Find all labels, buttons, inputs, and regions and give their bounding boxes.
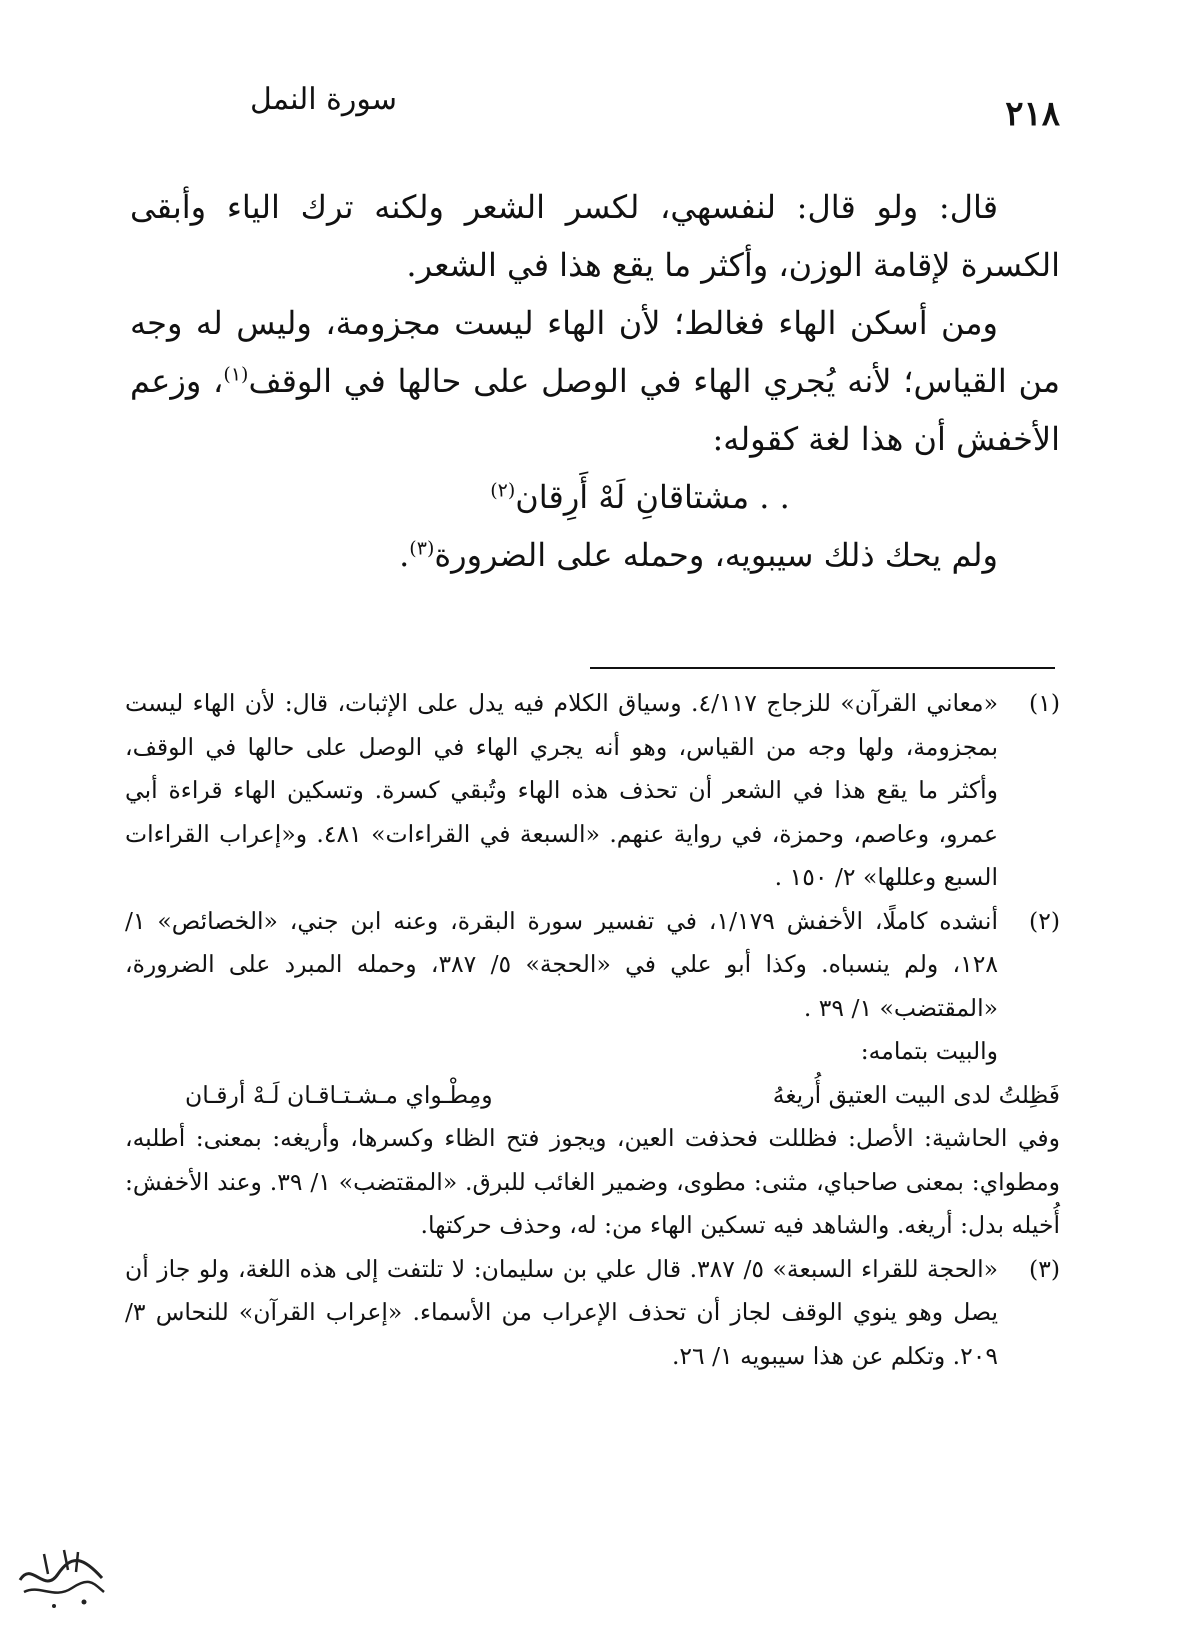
page-header [120, 82, 1060, 142]
footnote-1-text: «معاني القرآن» للزجاج ٤/١١٧. وسياق الكلام فيه يدل على الإثبات، قال: لأن الهاء ليست بمجزومة، ولها وجه من القياس، وهو أنه يجري الهاء في الوصل على حالها في الوقف، وأكثر ما يقع هذا في الشعر أن تحذف هذه الهاء وتُبقي كسرة. وتسكين الهاء قراءة أبي عمرو، وعاصم، وحمزة، في رواية عنهم. «السبعة في القراءات» ٤٨١. و«إعراب القراءات السبع وعللها» ٢/ ١٥٠ . [125, 689, 998, 891]
poem-second-hemistich: ومِطْـواي مـشـتـاقـان لَـهْ أرقـان [185, 1080, 493, 1109]
footnote-3-text: «الحجة للقراء السبعة» ٥/ ٣٨٧. قال علي بن سليمان: لا تلتفت إلى هذه اللغة، ولو جاز أن يصل وهو ينوي الوقف لجاز أن تحذف الإعراب من الأسماء. «إعراب القرآن» للنحاس ٣/ ٢٠٩. وتكلم عن هذا سيبويه ١/ ٢٦. [125, 1254, 998, 1370]
closing-text: ولم يحك ذلك سيبويه، وحمله على الضرورة [434, 536, 998, 574]
footnote-1-number: (١) [1029, 689, 1060, 717]
paragraph-2-part-b: ، وزعم الأخفش أن هذا لغة كقوله: [130, 362, 1060, 458]
paragraph-2-part-a: ومن أسكن الهاء فغالط؛ لأن الهاء ليست مجزومة، وليس له وجه من القياس؛ لأنه يُجري الهاء في الوصل على حالها في الوقف [130, 304, 1061, 400]
footnote-ref-3[interactable]: (٣) [409, 537, 435, 560]
closing-period: . [399, 536, 410, 574]
poetry-quote [130, 468, 1060, 526]
footnote-3-number: (٣) [1029, 1254, 1060, 1283]
footnote-2-number: (٢) [1029, 906, 1060, 935]
footnote-3 [125, 1248, 1060, 1379]
poem-first-hemistich: فَظِلتُ لدى البيت العتيق أُريغهُ [772, 1080, 1060, 1109]
surah-title: سورة النمل [250, 82, 397, 117]
footnote-2 [125, 900, 1060, 1074]
closing-line [130, 526, 1060, 584]
footnote-2-commentary: وفي الحاشية: الأصل: فظللت فحذفت العين، ويجوز فتح الظاء وكسرها، وأريغه: بمعنى: أطلبه، ومطواي: بمعنى صاحباي، مثنى: مطوى، وضمير الغائب للبرق. «المقتضب» ١/ ٣٩. وعند الأخفش: أُخيله بدل: أريغه. والشاهد فيه تسكين الهاء من: له، وحذف حركتها. [125, 1124, 1060, 1239]
footnote-ref-2[interactable]: (٢) [490, 479, 516, 502]
footnote-2-intro: والبيت بتمامه: [860, 1037, 998, 1065]
paragraph-2 [130, 294, 1060, 468]
footnote-ref-1[interactable]: (١) [223, 363, 249, 386]
footnote-2-text: أنشده كاملًا، الأخفش ١/١٧٩، في تفسير سورة البقرة، وعنه ابن جني، «الخصائص» ١/ ١٢٨، ولم ينسباه. وكذا أبو علي في «الحجة» ٥/ ٣٨٧، وحمله المبرد على الضرورة، «المقتضب» ١/ ٣٩ . [125, 906, 998, 1022]
footnote-1 [125, 682, 1060, 900]
verse-text: . . مشتاقانِ لَهْ أَرِقان [515, 478, 790, 516]
footnotes [125, 682, 1060, 1378]
paragraph-1: قال: ولو قال: لنفسهي، لكسر الشعر ولكنه ترك الياء وأبقى الكسرة لإقامة الوزن، وأكثر ما يقع هذا في الشعر. [130, 188, 1060, 284]
watermark-logo [14, 1540, 110, 1618]
footnote-separator [590, 667, 1055, 669]
poem-verse [125, 1074, 1060, 1118]
page-number: ٢١٨ [1005, 94, 1060, 134]
main-text [130, 178, 1060, 584]
